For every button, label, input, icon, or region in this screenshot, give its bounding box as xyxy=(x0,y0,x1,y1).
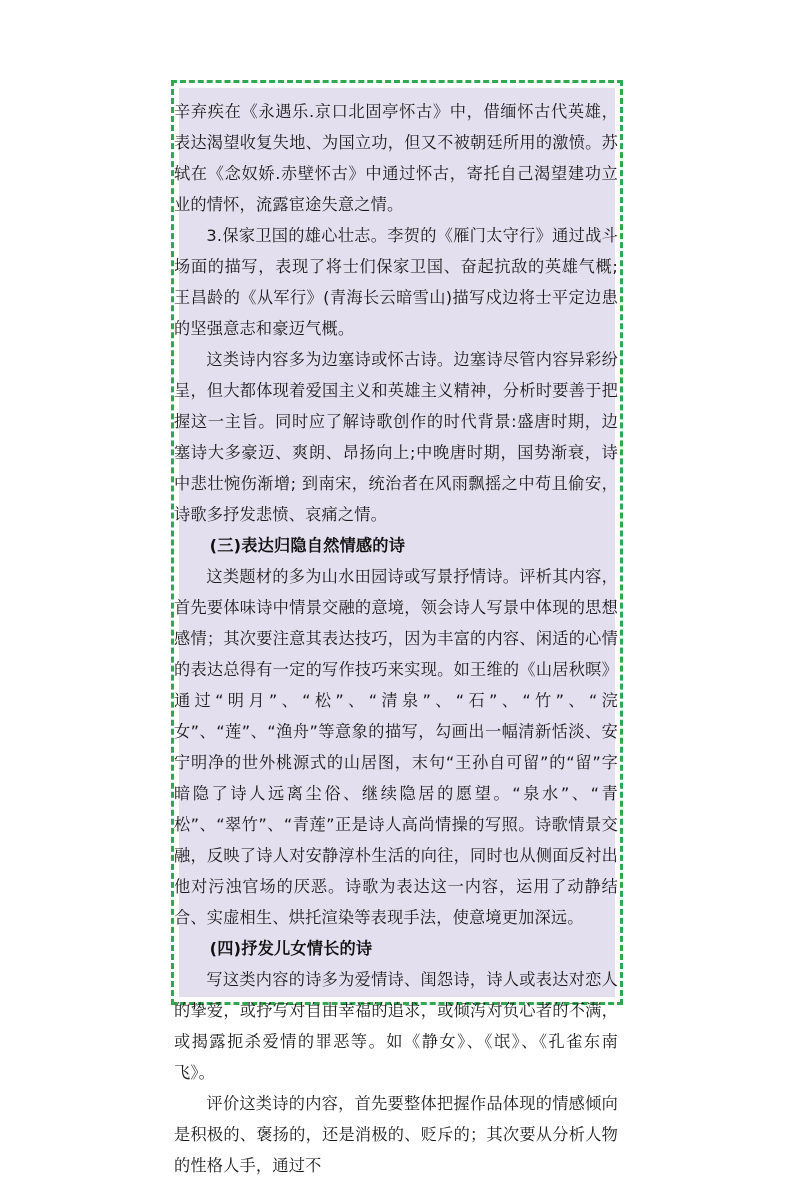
paragraph-3: 这类诗内容多为边塞诗或怀古诗。边塞诗尽管内容异彩纷呈，但大都体现着爱国主义和英雄主义精神，分析时要善于把握这一主旨。同时应了解诗歌创作的时代背景:盛唐时期，边塞诗大多豪迈、爽朗、昂扬向上;中晚唐时期，国势渐衰，诗中悲壮惋伤渐增; 到南宋，统治者在风雨飘摇之中苟且偷安，诗歌多抒发悲愤、哀痛之情。 xyxy=(174,350,618,524)
paragraph-6: 评价这类诗的内容，首先要整体把握作品体现的情感倾向是积极的、褒扬的，还是消极的、贬斥的；其次要从分析人物的性格人手，通过不 xyxy=(174,1094,618,1175)
paragraph-2: 3.保家卫国的雄心壮志。李贺的《雁门太守行》通过战斗场面的描写，表现了将士们保家卫国、奋起抗敌的英雄气概; 王昌龄的《从军行》(青海长云暗雪山)描写戍边将士平定边患的坚强意志和豪迈气概。 xyxy=(174,226,618,338)
paragraph-5: 写这类内容的诗多为爱情诗、闺怨诗，诗人或表达对恋人的挚爱，或抒写对自由幸福的追求，或倾泻对负心者的不满，或揭露扼杀爱情的罪恶等。如《静女》、《氓》、《孔雀东南飞》。 xyxy=(174,970,618,1082)
document-body xyxy=(174,96,618,1181)
paragraph-1: 辛弃疾在《永遇乐.京口北固亭怀古》中，借缅怀古代英雄，表达渴望收复失地、为国立功，但又不被朝廷所用的激愤。苏轼在《念奴娇.赤壁怀古》中通过怀古，寄托自己渴望建功立业的情怀，流露宦途失意之情。 xyxy=(174,102,618,214)
section-heading-3: (三)表达归隐自然情感的诗 xyxy=(209,536,406,555)
section-heading-4: (四)抒发儿女情长的诗 xyxy=(209,939,373,958)
paragraph-4: 这类题材的多为山水田园诗或写景抒情诗。评析其内容，首先要体味诗中情景交融的意境，领会诗人写景中体现的思想感情；其次要注意其表达技巧，因为丰富的内容、闲适的心情的表达总得有一定的写作技巧来实现。如王维的《山居秋暝》通过“明月”、“松”、“清泉”、“石”、“竹”、“浣女”、“莲”、“渔舟”等意象的描写，勾画出一幅清新恬淡、安宁明净的世外桃源式的山居图，末句“王孙自可留”的“留”字暗隐了诗人远离尘俗、继续隐居的愿望。“泉水”、“青松”、“翠竹”、“青莲”正是诗人高尚情操的写照。诗歌情景交融，反映了诗人对安静淳朴生活的向往，同时也从侧面反衬出他对污浊官场的厌恶。诗歌为表达这一内容，运用了动静结合、实虚相生、烘托渲染等表现手法，使意境更加深远。 xyxy=(174,567,618,927)
